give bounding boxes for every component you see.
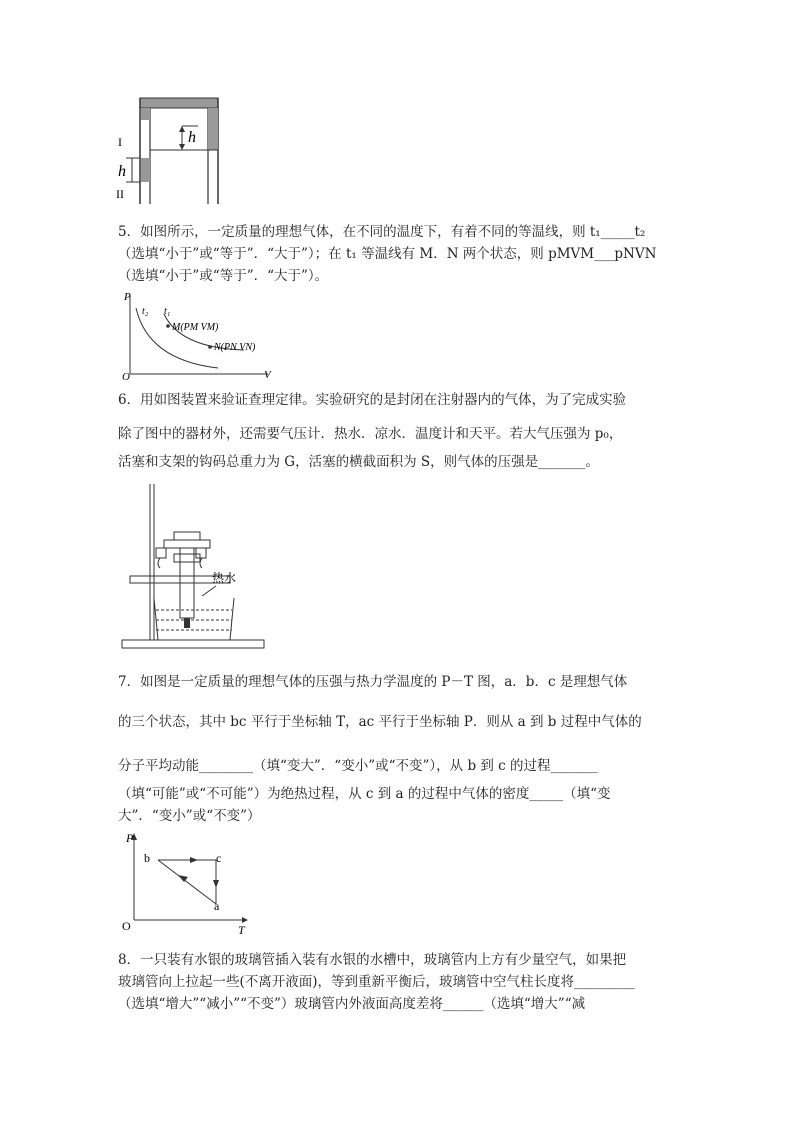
q6-line-3: 活塞和支架的钩码总重力为 G，活塞的横截面积为 S，则气体的压强是_______。 bbox=[118, 454, 599, 470]
hot-water-label: 热水 bbox=[212, 571, 237, 585]
q8-line-2: 玻璃管向上拉起一些(不离开液面)，等到重新平衡后，玻璃管中空气柱长度将_________ bbox=[118, 974, 635, 990]
label-h-left: h bbox=[118, 163, 126, 180]
right-mercury bbox=[208, 108, 218, 150]
arrowhead-up bbox=[179, 126, 185, 132]
curve-t1-label: t₁ bbox=[164, 306, 171, 317]
point-b-label: b bbox=[144, 851, 150, 865]
isotherm-t2 bbox=[136, 308, 218, 368]
tube-top-mercury bbox=[140, 98, 218, 108]
segment-a-b bbox=[158, 860, 216, 904]
syringe-apparatus-figure bbox=[118, 480, 270, 650]
q5-line-2: （选填“小于”或“等于”．“大于”）；在 t₁ 等温线有 M．N 两个状态，则 pMVM___pNVN bbox=[118, 246, 657, 262]
pt-diagram-figure bbox=[118, 830, 250, 934]
axis-p-label: P bbox=[126, 831, 134, 845]
origin-label: O bbox=[122, 371, 130, 382]
point-m-label: M(PM VM) bbox=[172, 322, 219, 333]
left-mercury-top bbox=[141, 108, 150, 120]
q6-line-1: 6．用如图装置来验证查理定律。实验研究的是封闭在注射器内的气体，为了完成实验 bbox=[118, 392, 627, 408]
q7-line-3: 分子平均动能________（填“变大”．“变小”或“不变”），从 b 到 c 的过程_______ bbox=[118, 758, 598, 774]
q7-line-2: 的三个状态，其中 bc 平行于坐标轴 T，ac 平行于坐标轴 P．则从 a 到 b 过程中气体的 bbox=[118, 714, 642, 730]
q7-line-1: 7．如图是一定质量的理想气体的压强与热力学温度的 P－T 图，a．b．c 是理想气体 bbox=[118, 674, 628, 690]
q8-line-1: 8．一只装有水银的玻璃管插入装有水银的水槽中，玻璃管内上方有少量空气，如果把 bbox=[118, 952, 627, 968]
point-c-label: c bbox=[216, 851, 222, 865]
label-I: I bbox=[118, 135, 122, 149]
label-h-top: h bbox=[188, 129, 196, 146]
point-m bbox=[166, 324, 170, 328]
left-mercury-bottom bbox=[141, 158, 150, 182]
q8-line-3: （选填“增大”“减小”“不变”）玻璃管内外液面高度差将______（选填“增大”“减 bbox=[118, 996, 586, 1012]
q7-line-5: 大”．“变小”或“不变”） bbox=[118, 808, 261, 824]
point-a-label: a bbox=[214, 899, 220, 913]
q6-line-2: 除了图中的器材外，还需要气压计．热水．凉水．温度计和天平。若大气压强为 p₀， bbox=[118, 426, 623, 442]
q5-line-1: 5．如图所示，一定质量的理想气体，在不同的温度下，有着不同的等温线，则 t₁_____t₂ bbox=[118, 224, 646, 240]
axis-v-label: V bbox=[264, 369, 271, 381]
q5-line-3: （选填“小于”或“等于”．“大于”）。 bbox=[118, 268, 329, 284]
curve-t2-label: t₂ bbox=[142, 306, 149, 317]
base-plate bbox=[122, 640, 264, 648]
axis-p-label: P bbox=[124, 291, 131, 303]
weight-bar bbox=[164, 540, 210, 548]
point-n-label: N(PN VN) bbox=[214, 342, 256, 353]
isotherm-figure bbox=[118, 290, 278, 382]
hook-weight-left bbox=[156, 548, 166, 558]
label-II: II bbox=[116, 187, 124, 201]
arrowhead-down bbox=[179, 144, 185, 150]
origin-label: O bbox=[122, 919, 131, 933]
u-tube-figure bbox=[112, 92, 232, 210]
point-n bbox=[208, 345, 212, 349]
q7-line-4: （填“可能”或“不可能”）为绝热过程，从 c 到 a 的过程中气体的密度_____（填“变 bbox=[118, 786, 611, 802]
axis-t-label: T bbox=[238, 923, 245, 934]
hook-weight-right bbox=[196, 548, 206, 558]
